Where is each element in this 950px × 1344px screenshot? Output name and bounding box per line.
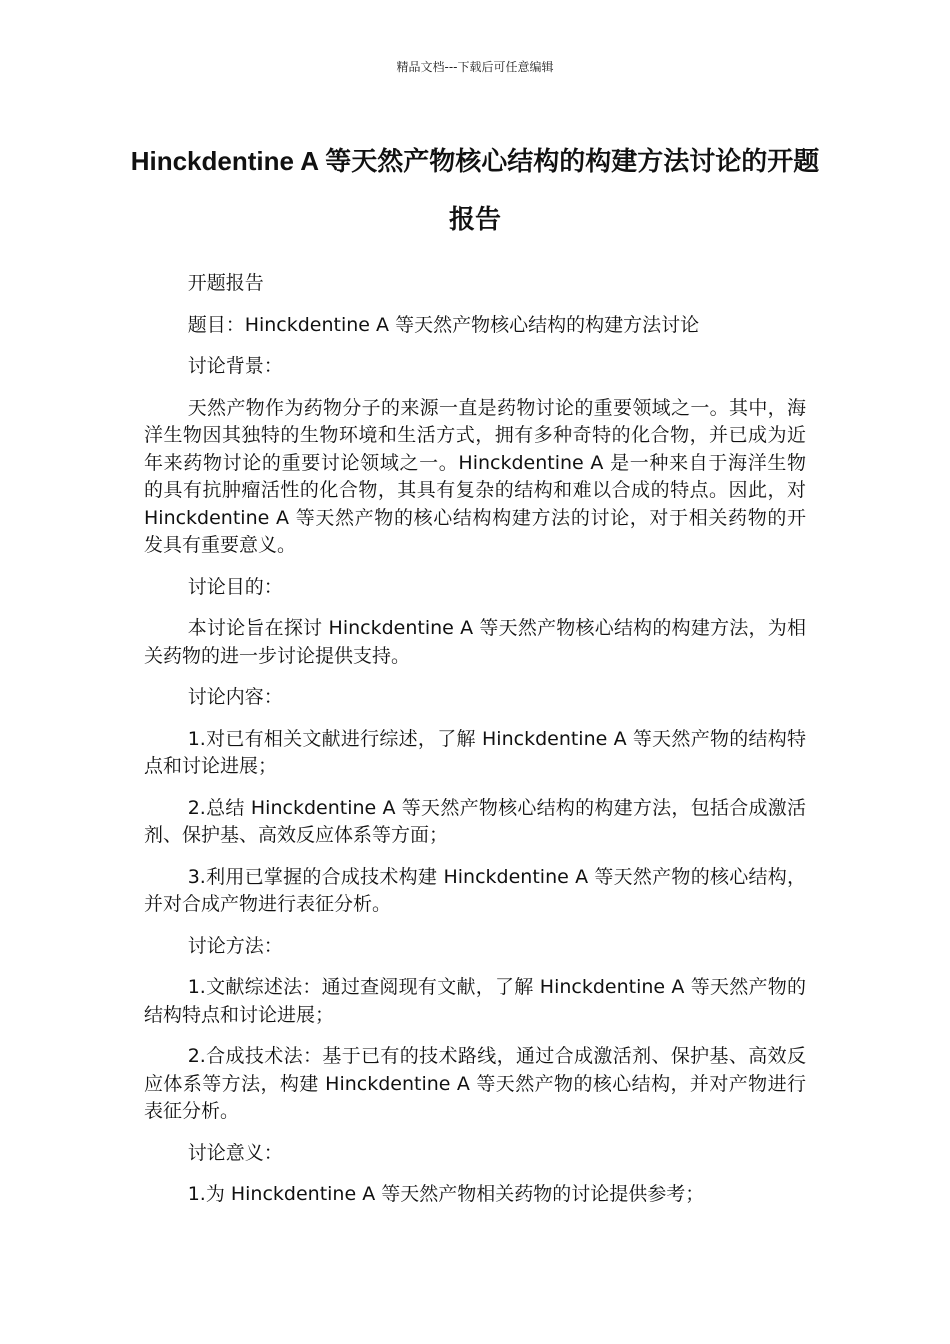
heading-significance: 讨论意义： <box>187 1141 283 1164</box>
method-item-2: 2.合成技术法：基于已有的技术路线，通过合成激活剂、保护基、高效反应体系等方法，构建 Hinckdentine A 等天然产物的核心结构，并对产物进行表征分析。 <box>144 1045 806 1122</box>
document-body <box>144 270 806 1223</box>
paragraph-background: 天然产物作为药物分子的来源一直是药物讨论的重要领域之一。其中，海洋生物因其独特的生物环境和生活方式，拥有多种奇特的化合物，并已成为近年来药物讨论的重要讨论领域之一。Hinckdentine A 是一种来自于海洋生物的具有抗肿瘤活性的化合物，其具有复杂的结构和难以合成的特点。因此，对 Hinckdentine A 等天然产物的核心结构构建方法的讨论，对于相关药物的开发具有重要意义。 <box>144 396 806 556</box>
content-item-1: 1.对已有相关文献进行综述，了解 Hinckdentine A 等天然产物的结构特点和讨论进展； <box>144 727 806 777</box>
paragraph-purpose: 本讨论旨在探讨 Hinckdentine A 等天然产物核心结构的构建方法，为相关药物的进一步讨论提供支持。 <box>144 617 806 667</box>
document-title: Hinckdentine A 等天然产物核心结构的构建方法讨论的开题报告 <box>130 146 820 234</box>
paragraph-topic: 题目：Hinckdentine A 等天然产物核心结构的构建方法讨论 <box>187 313 700 336</box>
method-item-1: 1.文献综述法：通过查阅现有文献，了解 Hinckdentine A 等天然产物的结构特点和讨论进展； <box>144 976 806 1026</box>
heading-purpose: 讨论目的： <box>187 575 283 598</box>
significance-item-1: 1.为 Hinckdentine A 等天然产物相关药物的讨论提供参考； <box>187 1183 705 1205</box>
content-item-3: 3.利用已掌握的合成技术构建 Hinckdentine A 等天然产物的核心结构，并对合成产物进行表征分析。 <box>144 865 806 915</box>
heading-content: 讨论内容： <box>187 686 283 708</box>
heading-methods: 讨论方法： <box>187 934 283 957</box>
content-item-2: 2.总结 Hinckdentine A 等天然产物核心结构的构建方法，包括合成激活剂、保护基、高效反应体系等方面； <box>144 796 806 846</box>
header-note: 精品文档---下载后可任意编辑 <box>396 60 554 74</box>
paragraph-report-label: 开题报告 <box>187 272 264 294</box>
heading-background: 讨论背景： <box>187 355 283 377</box>
